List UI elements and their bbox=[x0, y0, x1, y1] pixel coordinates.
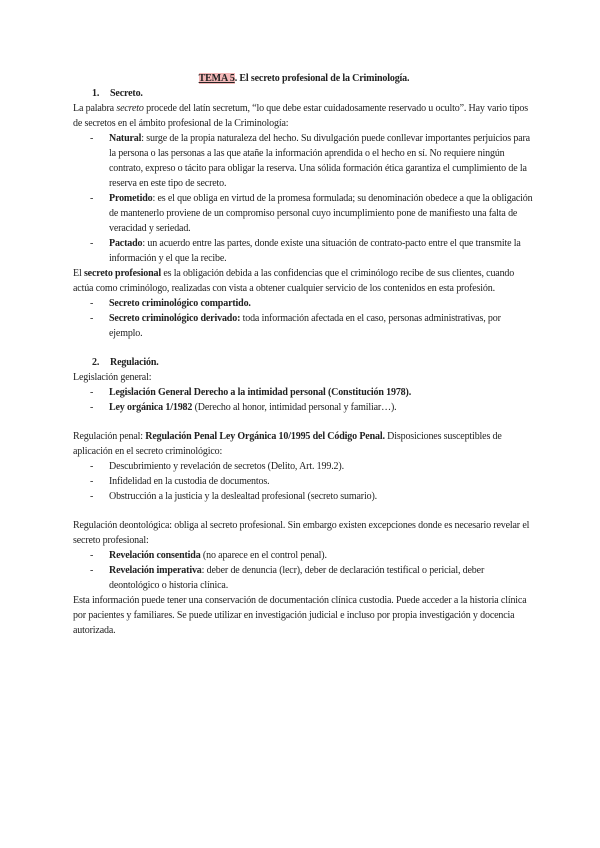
list-item: - Prometido: es el que obliga en virtud de la promesa formulada; su denominación obedece a que la obligación de mantenerlo proviene de un compromiso personal cuyo incumplimiento pone de manifiesto una falta de veracidad y seriedad. bbox=[109, 191, 535, 236]
list-item: - Infidelidad en la custodia de documentos. bbox=[109, 474, 535, 489]
deontological-regulation: Regulación deontológica: obliga al secreto profesional. Sin embargo existen excepciones donde es necesario revelar el secreto profesional: bbox=[73, 520, 530, 546]
exceptions-list bbox=[73, 548, 535, 593]
list-item: - Descubrimiento y revelación de secretos (Delito, Art. 199.2). bbox=[109, 459, 535, 474]
criminological-secret-list bbox=[73, 296, 535, 341]
penal-regulation: Regulación penal: Regulación Penal Ley Orgánica 10/1995 del Código Penal. Disposiciones susceptibles de aplicación en el secreto criminológico: bbox=[73, 431, 502, 457]
document-title bbox=[73, 71, 535, 86]
title-rest: . El secreto profesional de la Criminología. bbox=[234, 73, 410, 84]
list-item: - Secreto criminológico compartido. bbox=[109, 296, 535, 311]
list-item: - Secreto criminológico derivado: toda información afectada en el caso, personas administrativas, por ejemplo. bbox=[109, 311, 535, 341]
list-item: - Ley orgánica 1/1982 (Derecho al honor, intimidad personal y familiar…). bbox=[109, 400, 535, 415]
list-item: - Obstrucción a la justicia y la deslealtad profesional (secreto sumario). bbox=[109, 489, 535, 504]
section-heading-regulacion: 2. Regulación. bbox=[92, 357, 159, 368]
list-item: - Pactado: un acuerdo entre las partes, donde existe una situación de contrato-pacto entre el que transmite la información y el que la recibe. bbox=[109, 236, 535, 266]
list-item: - Natural: surge de la propia naturaleza del hecho. Su divulgación puede conllevar importantes perjuicios para la persona o las personas a las que atañe la información aprendida o el hecho en sí. No requiere ningún contrato, expreso o tácito para obligar la reserva. Una sólida formación ética garantiza el cumplimiento de la reserva en este tipo de secreto. bbox=[109, 131, 535, 191]
general-legislation-label: Legislación general: bbox=[73, 372, 152, 383]
document-body bbox=[73, 71, 535, 638]
professional-secret-definition: El secreto profesional es la obligación debida a las confidencias que el criminólogo recibe de sus clientes, cuando actúa como criminólogo, realizadas con vista a obtener cualquier servicio de los contenidos en esta profesión. bbox=[73, 268, 515, 294]
section-heading-secreto: 1. Secreto. bbox=[92, 88, 143, 99]
list-item: - Revelación imperativa: deber de denuncia (lecr), deber de declaración testifical o pericial, deber deontológico o historia clínica. bbox=[109, 563, 535, 593]
secret-types-list bbox=[73, 131, 535, 266]
secreto-intro: La palabra secreto procede del latín secretum, “lo que debe estar cuidadosamente reservado u oculto”. Hay vario tipos de secretos en el ámbito profesional de la Criminología: bbox=[73, 103, 528, 129]
penal-provisions-list bbox=[73, 459, 535, 504]
clinical-history-paragraph: Esta información puede tener una conservación de documentación clínica custodia. Puede acceder a la historia clínica por pacientes y familiares. Se puede utilizar en investigación judicial e incluso por propia investigación y docencia autorizada. bbox=[73, 595, 527, 636]
list-item: - Revelación consentida (no aparece en el control penal). bbox=[109, 548, 535, 563]
list-item: - Legislación General Derecho a la intimidad personal (Constitución 1978). bbox=[109, 385, 535, 400]
general-legislation-list bbox=[73, 385, 535, 415]
title-highlight: TEMA 5 bbox=[198, 73, 235, 84]
